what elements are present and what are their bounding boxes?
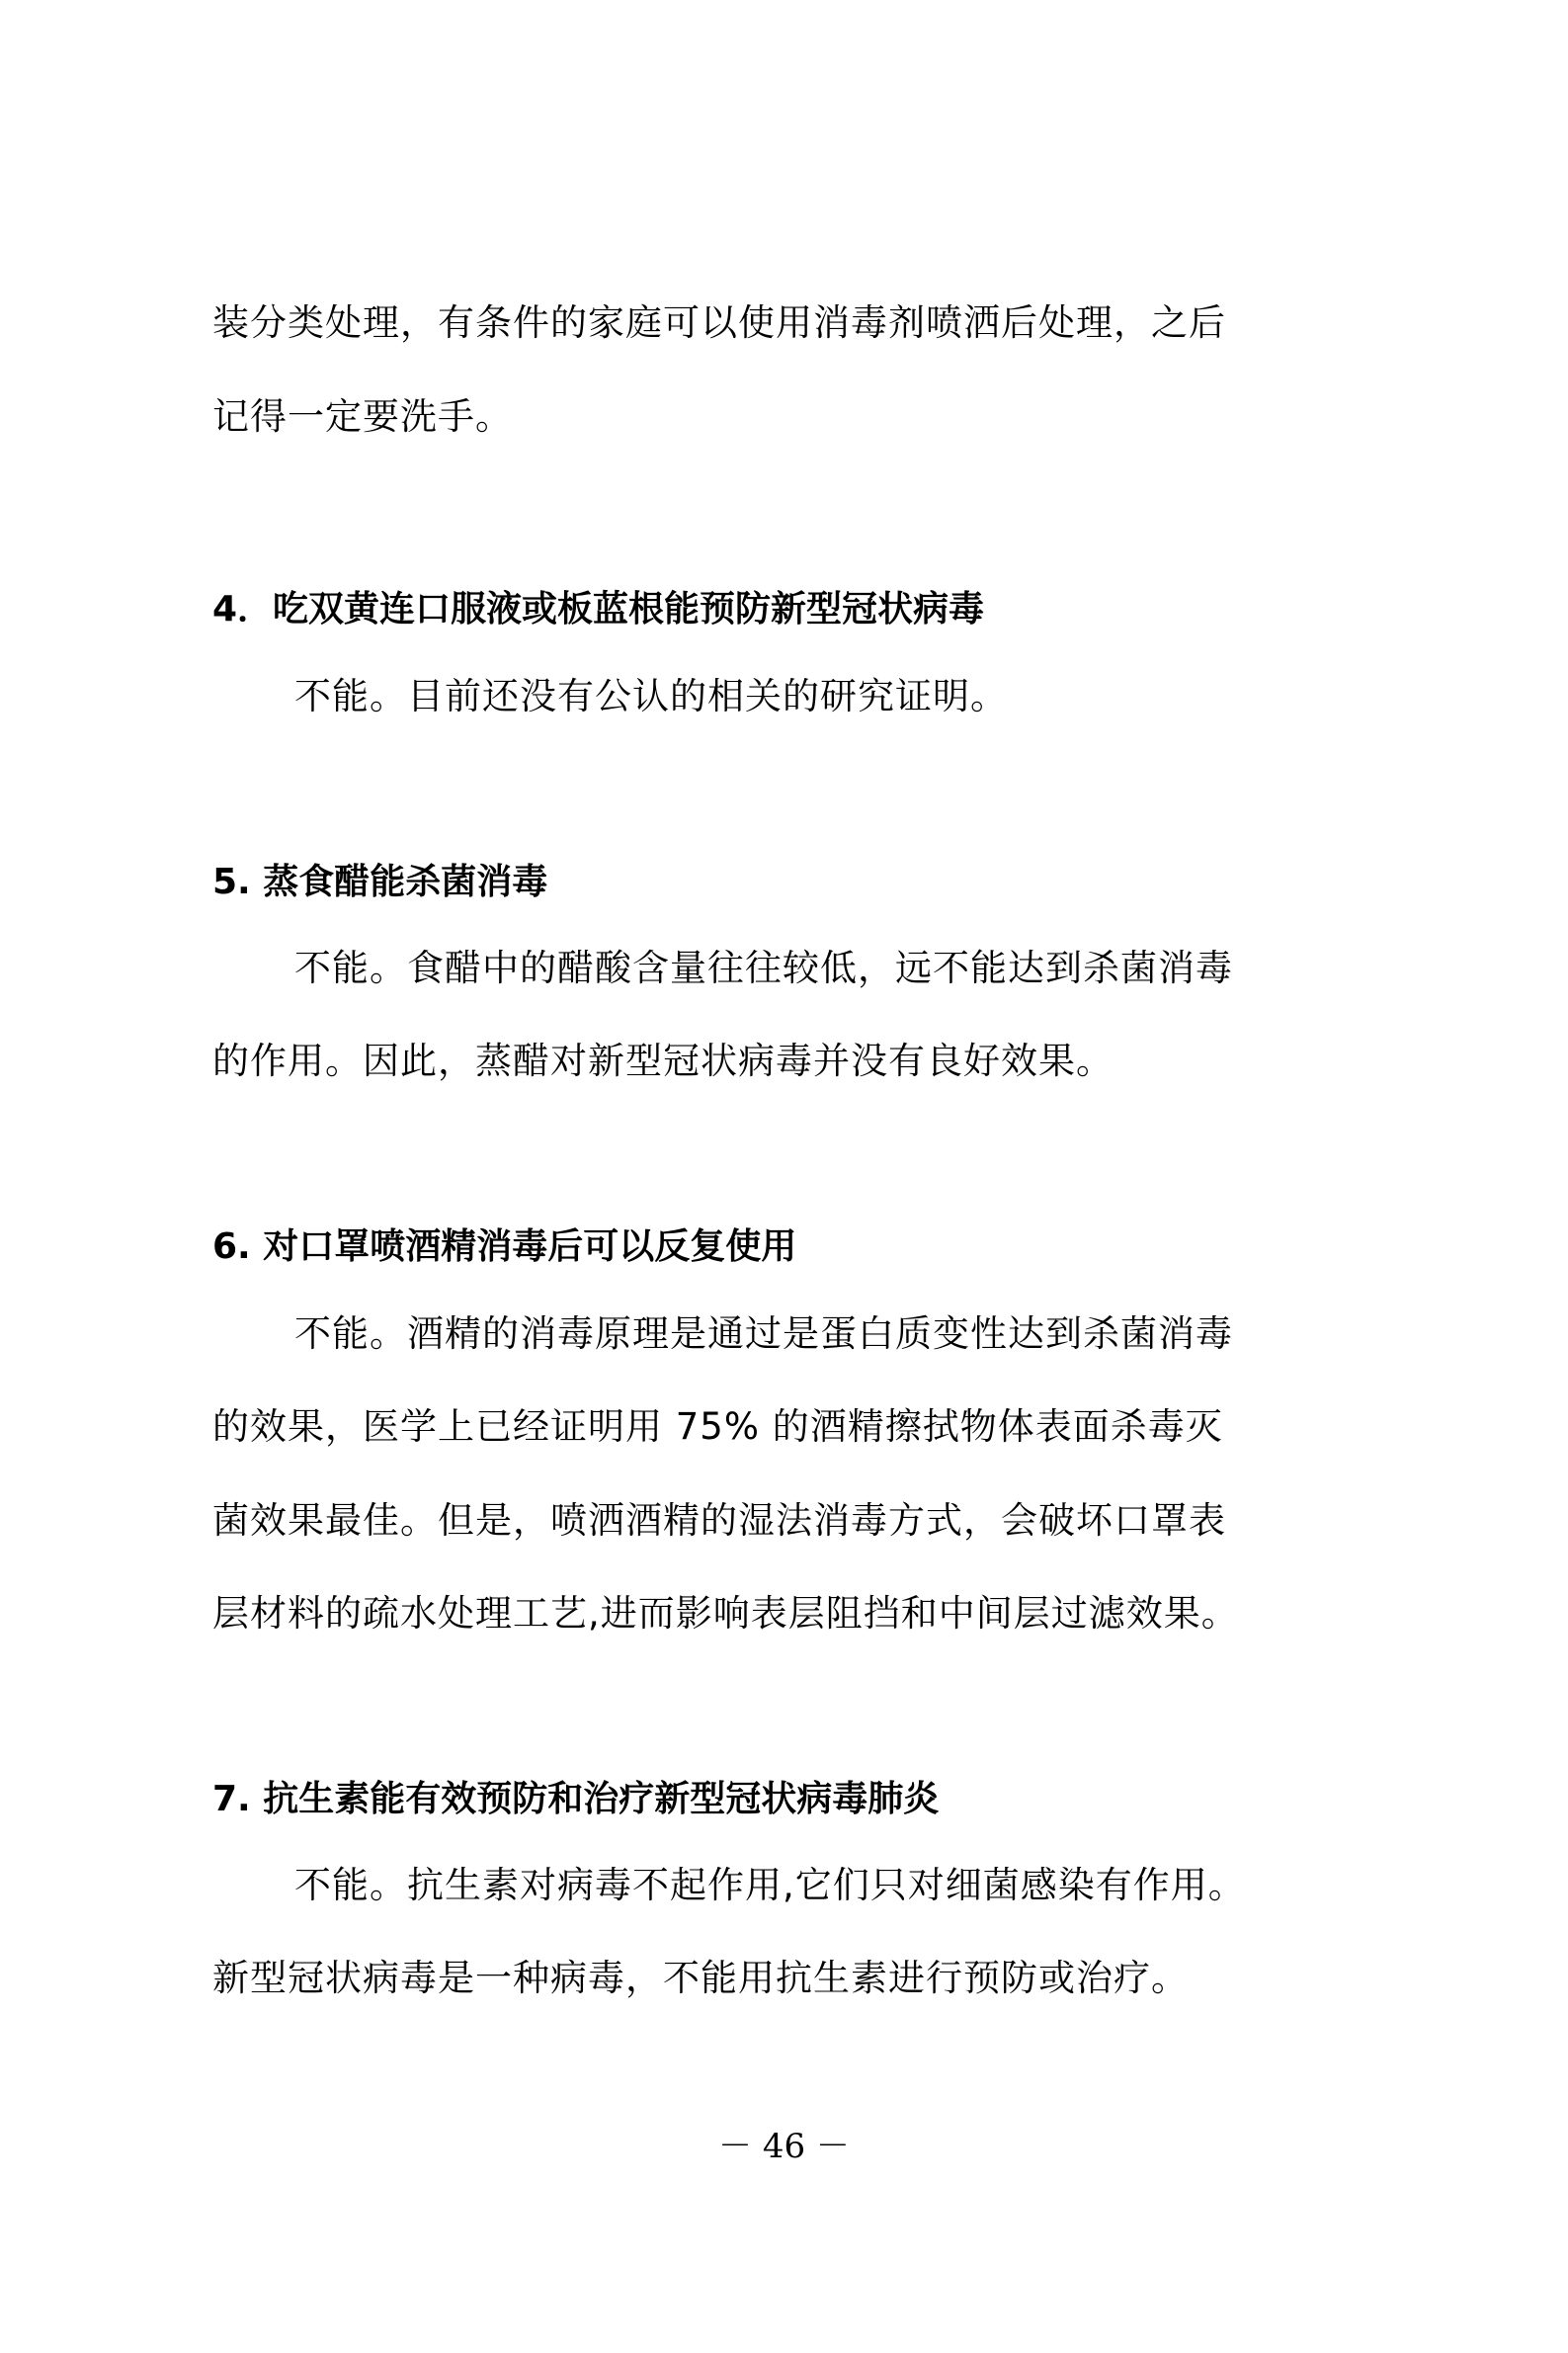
item-7-heading: 7. 抗生素能有效预防和治疗新型冠状病毒肺炎 <box>212 1779 940 1819</box>
item-7-line-1: 不能。抗生素对病毒不起作用,它们只对细菌感染有作用。 <box>294 1864 1246 1906</box>
item-4-line-1: 不能。目前还没有公认的相关的研究证明。 <box>294 675 1008 717</box>
page-number: － 46 － <box>718 2127 850 2166</box>
item-7-line-2: 新型冠状病毒是一种病毒，不能用抗生素进行预防或治疗。 <box>212 1957 1189 1999</box>
item-6-heading: 6. 对口罩喷酒精消毒后可以反复使用 <box>212 1226 797 1267</box>
item-5-heading: 5. 蒸食醋能杀菌消毒 <box>212 862 548 902</box>
item-5-line-2: 的作用。因此，蒸醋对新型冠状病毒并没有良好效果。 <box>212 1040 1114 1082</box>
item-6-line-1: 不能。酒精的消毒原理是通过是蛋白质变性达到杀菌消毒 <box>294 1312 1233 1355</box>
item-5-line-1: 不能。食醋中的醋酸含量往往较低，远不能达到杀菌消毒 <box>294 947 1233 989</box>
intro-line-1: 装分类处理，有条件的家庭可以使用消毒剂喷洒后处理，之后 <box>212 301 1226 344</box>
item-4-heading: 4．吃双黄连口服液或板蓝根能预防新型冠状病毒 <box>212 589 985 630</box>
item-6-line-3: 菌效果最佳。但是，喷洒酒精的湿法消毒方式，会破坏口罩表 <box>212 1499 1226 1542</box>
item-6-line-4: 层材料的疏水处理工艺,进而影响表层阻挡和中间层过滤效果。 <box>212 1592 1239 1635</box>
item-6-line-2: 的效果，医学上已经证明用 75% 的酒精擦拭物体表面杀毒灭 <box>212 1405 1223 1448</box>
intro-line-2: 记得一定要洗手。 <box>212 395 513 438</box>
